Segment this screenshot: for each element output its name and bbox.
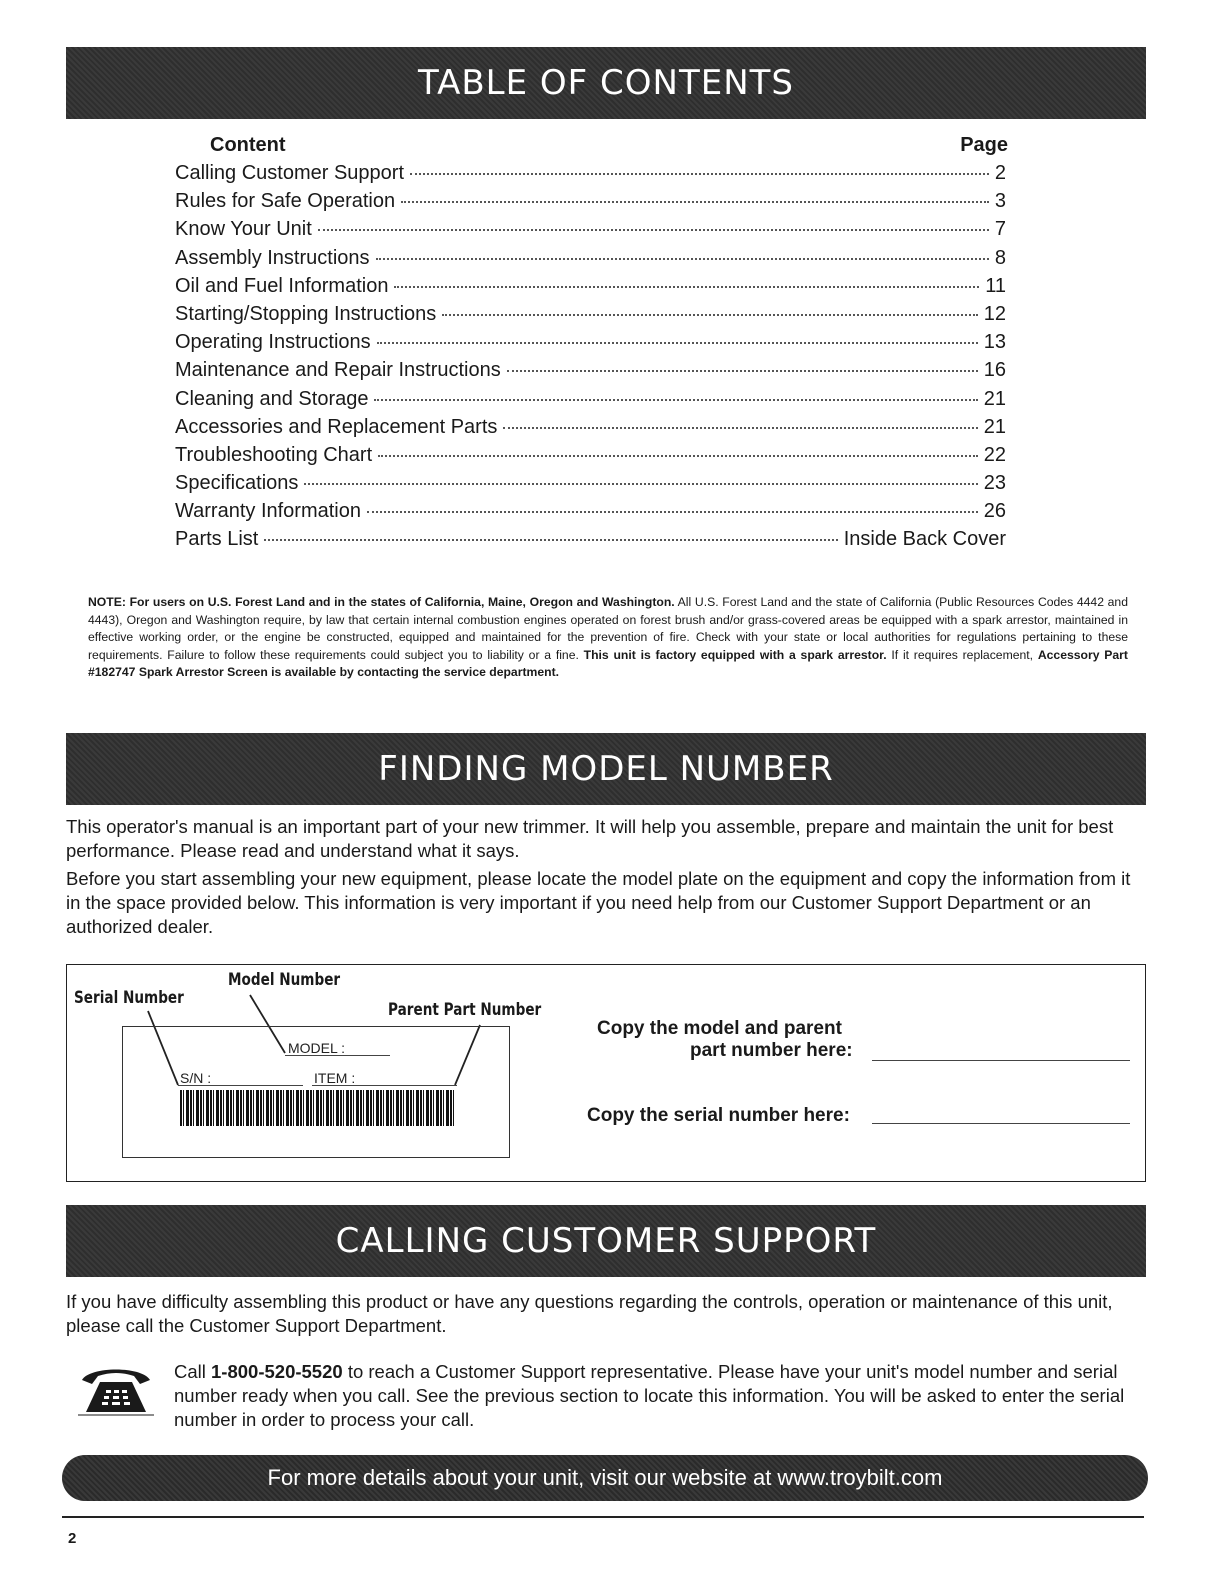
support-paragraph: If you have difficulty assembling this product or have any questions regarding the controls, operation or maintenance of this unit, please call the Customer Support Department. — [66, 1291, 1113, 1336]
call-instructions — [174, 1360, 1154, 1432]
toc-entry-title: Calling Customer Support — [175, 162, 404, 184]
toc-page-header: Page — [960, 134, 1008, 156]
page-number: 2 — [68, 1530, 77, 1547]
note-text-2: If it requires replacement, — [886, 647, 1038, 662]
model-number-write-line[interactable] — [872, 1060, 1130, 1061]
toc-entry-title: Cleaning and Storage — [175, 387, 369, 410]
plate-model-label: MODEL : — [288, 1040, 346, 1056]
toc-entry-page: 8 — [994, 246, 1006, 269]
toc-entry-title: Troubleshooting Chart — [175, 443, 373, 466]
plate-item-label: ITEM : — [314, 1070, 356, 1086]
toc-entry-title: Assembly Instructions — [175, 246, 370, 269]
call-prefix: Call — [174, 1361, 212, 1382]
toc-entry-page: 22 — [983, 443, 1006, 466]
note-text-1: All U.S. Forest Land and the state of California (Public Resources Codes 4442 and 4443), Oregon and Washington require, by law that certain internal combustion engines operated on forest brush and/or grass-covered areas be equipped with a spark arrestor, maintained in effective working order, or the engine be constructed, equipped and maintained for the prevention of fire. Check with your state or local authorities for regulations pertaining to these requirements. Failure to follow these requirements could subject you to liability or a fine. — [88, 595, 1128, 662]
toc-entry-page: 26 — [983, 500, 1006, 523]
toc-entry-title: Operating Instructions — [175, 331, 371, 354]
toc-entry-page: 21 — [983, 415, 1006, 438]
plate-model-line — [285, 1055, 390, 1056]
customer-support-heading: CALLING CUSTOMER SUPPORT — [335, 1221, 877, 1261]
parent-part-number-callout: Parent Part Number — [388, 1000, 542, 1020]
toc-entry-title: Oil and Fuel Information — [175, 274, 389, 297]
toc-entry-title: Know Your Unit — [175, 218, 312, 241]
toc-entry-title: Accessories and Replacement Parts — [175, 415, 498, 438]
copy-model-label-line2: part number here: — [690, 1040, 853, 1061]
telephone-icon — [76, 1362, 156, 1418]
website-banner — [62, 1455, 1148, 1501]
model-number-heading: FINDING MODEL NUMBER — [378, 749, 834, 789]
serial-number-callout: Serial Number — [74, 988, 184, 1008]
toc-entry-title: Parts List — [175, 528, 259, 551]
toc-entry-page: 23 — [983, 472, 1006, 495]
customer-support-banner — [66, 1205, 1146, 1277]
toc-entry-page: 16 — [983, 359, 1006, 382]
footer-rule — [62, 1516, 1144, 1518]
plate-sn-line — [178, 1085, 303, 1086]
toc-heading: TABLE OF CONTENTS — [417, 63, 795, 103]
note-bold-accessory: Accessory Part #182747 Spark Arrestor Screen is available by contacting the service department. — [88, 647, 1128, 679]
plate-item-line — [312, 1085, 457, 1086]
call-suffix: to reach a Customer Support representative. Please have your unit's model number and serial number ready when you call. See the previous section to locate this information. You will be asked to enter the serial number in order to process your call. — [174, 1361, 1125, 1430]
copy-serial-label: Copy the serial number here: — [587, 1105, 850, 1126]
toc-entry-page: 12 — [983, 302, 1006, 325]
model-number-callout: Model Number — [228, 970, 341, 990]
toc-entry-page: 7 — [994, 218, 1006, 241]
website-banner-text[interactable]: For more details about your unit, visit our website at www.troybilt.com — [267, 1465, 943, 1490]
toc-entry-page: 21 — [983, 387, 1006, 410]
toc-content-header: Content — [210, 134, 286, 156]
toc-entry-title: Specifications — [175, 472, 299, 495]
support-phone-number[interactable]: 1-800-520-5520 — [211, 1361, 343, 1382]
note-bold-intro: NOTE: For users on U.S. Forest Land and in the states of California, Maine, Oregon and Washington. — [88, 595, 675, 609]
toc-entry-title: Warranty Information — [175, 500, 361, 523]
plate-sn-label: S/N : — [180, 1070, 212, 1086]
model-intro-paragraph: This operator's manual is an important part of your new trimmer. It will help you assemble, prepare and maintain the unit for best performance. Please read and understand what it says. — [66, 816, 1114, 861]
model-locate-paragraph: Before you start assembling your new equipment, please locate the model plate on the equipment and copy the information from it in the space provided below. This information is very important if you need help from our Customer Support Department or an authorized dealer. — [66, 868, 1131, 937]
toc-entry-page: 11 — [985, 274, 1006, 297]
serial-number-write-line[interactable] — [872, 1123, 1130, 1124]
copy-model-label-line1: Copy the model and parent — [597, 1018, 842, 1039]
barcode-graphic — [180, 1090, 456, 1126]
note-bold-factory: This unit is factory equipped with a spark arrestor. — [583, 647, 887, 662]
toc-entry-page: 2 — [994, 162, 1006, 184]
toc-entry-page: Inside Back Cover — [843, 528, 1006, 551]
toc-entry-title: Starting/Stopping Instructions — [175, 302, 437, 325]
toc-entry-title: Maintenance and Repair Instructions — [175, 359, 501, 382]
toc-entry-title: Rules for Safe Operation — [175, 190, 396, 213]
toc-entry-page: 13 — [983, 331, 1006, 354]
toc-entry-page: 3 — [994, 190, 1006, 213]
